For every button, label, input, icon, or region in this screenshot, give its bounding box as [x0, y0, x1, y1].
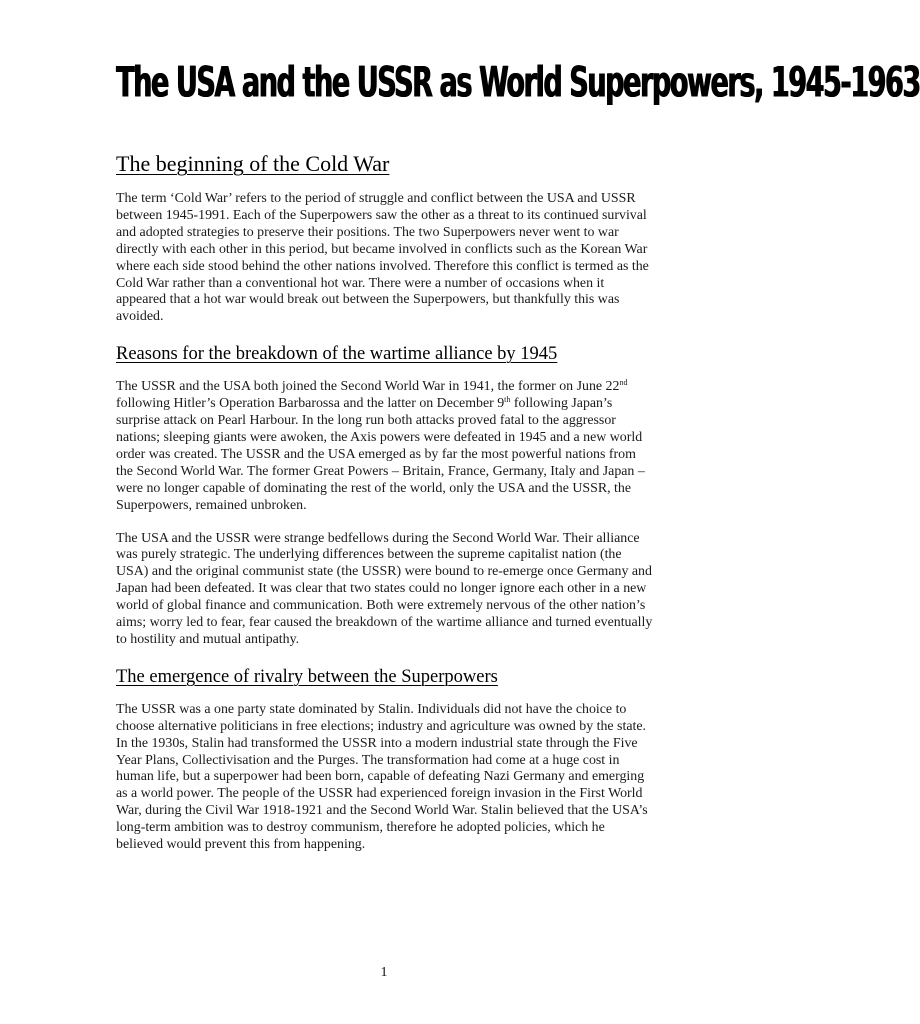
section-beginning-of-cold-war	[116, 150, 654, 326]
section-wartime-alliance-breakdown	[116, 342, 654, 649]
paragraph: The USSR was a one party state dominated by Stalin. Individuals did not have the choice to choose alternative politicians in free elections; industry and agriculture was owned by the state. In the 1930s, Stalin had transformed the USSR into a modern industrial state through the Five Year Plans, Collectivisation and the Purges. The transformation had come at a huge cost in human life, but a superpower had been born, capable of defeating Nazi Germany and emerging as a world power. The people of the USSR had experienced foreign invasion in the First World War, during the Civil War 1918-1921 and the Second World War. Stalin believed that the USA’s long-term ambition was to destroy communism, therefore he adopted policies, which he believed would prevent this from happening.	[116, 701, 648, 853]
document-body	[116, 150, 654, 870]
section-emergence-of-rivalry	[116, 665, 654, 854]
page-number: 1	[380, 965, 388, 980]
paragraph-text: following Japan’s surprise attack on Pearl Harbour. In the long run both attacks proved fatal to the aggressor nations; sleeping giants were awoken, the Axis powers were defeated in 1945 and a new world order was created. The USSR and the USA emerged as by far the most powerful nations from the Second World War. The former Great Powers – Britain, France, Germany, Italy and Japan – were no longer capable of dominating the rest of the world, only the USA and the USSR, the Superpowers, remained unbroken.	[116, 396, 645, 513]
paragraph-text: The USSR and the USA both joined the Second World War in 1941, the former on June 22	[116, 379, 620, 395]
section-heading: The beginning of the Cold War	[116, 151, 390, 176]
document-title: The USA and the USSR as World Superpowers, 1945-1963	[116, 59, 920, 108]
section-heading: Reasons for the breakdown of the wartime alliance by 1945	[116, 344, 558, 365]
section-heading: The emergence of rivalry between the Superpowers	[116, 666, 498, 687]
paragraph: The term ‘Cold War’ refers to the period of struggle and conflict between the USA and USSR between 1945-1991. Each of the Superpowers saw the other as a threat to its continued survival and adopted strategies to preserve their positions. The two Superpowers never went to war directly with each other in this period, but became involved in conflicts such as the Korean War where each side stood behind the other nations involved. Therefore this conflict is termed as the Cold War rather than a conventional hot war. There were a number of occasions when it appeared that a hot war would break out between the Superpowers, but thankfully this was avoided.	[116, 191, 649, 325]
paragraph: The USA and the USSR were strange bedfellows during the Second World War. Their alliance was purely strategic. The underlying differences between the supreme capitalist nation (the USA) and the original communist state (the USSR) were bound to re-emerge once Germany and Japan had been defeated. It was clear that two states could no longer ignore each other in a new world of global finance and communication. Both were extremely nervous of the other nation’s aims; worry led to fear, fear caused the breakdown of the wartime alliance and turned eventually to hostility and mutual antipathy.	[116, 530, 653, 647]
paragraph-text: following Hitler’s Operation Barbarossa and the latter on December 9	[116, 396, 505, 412]
ordinal-suffix: th	[504, 395, 511, 405]
ordinal-suffix: nd	[619, 378, 628, 388]
paragraph	[116, 379, 654, 514]
